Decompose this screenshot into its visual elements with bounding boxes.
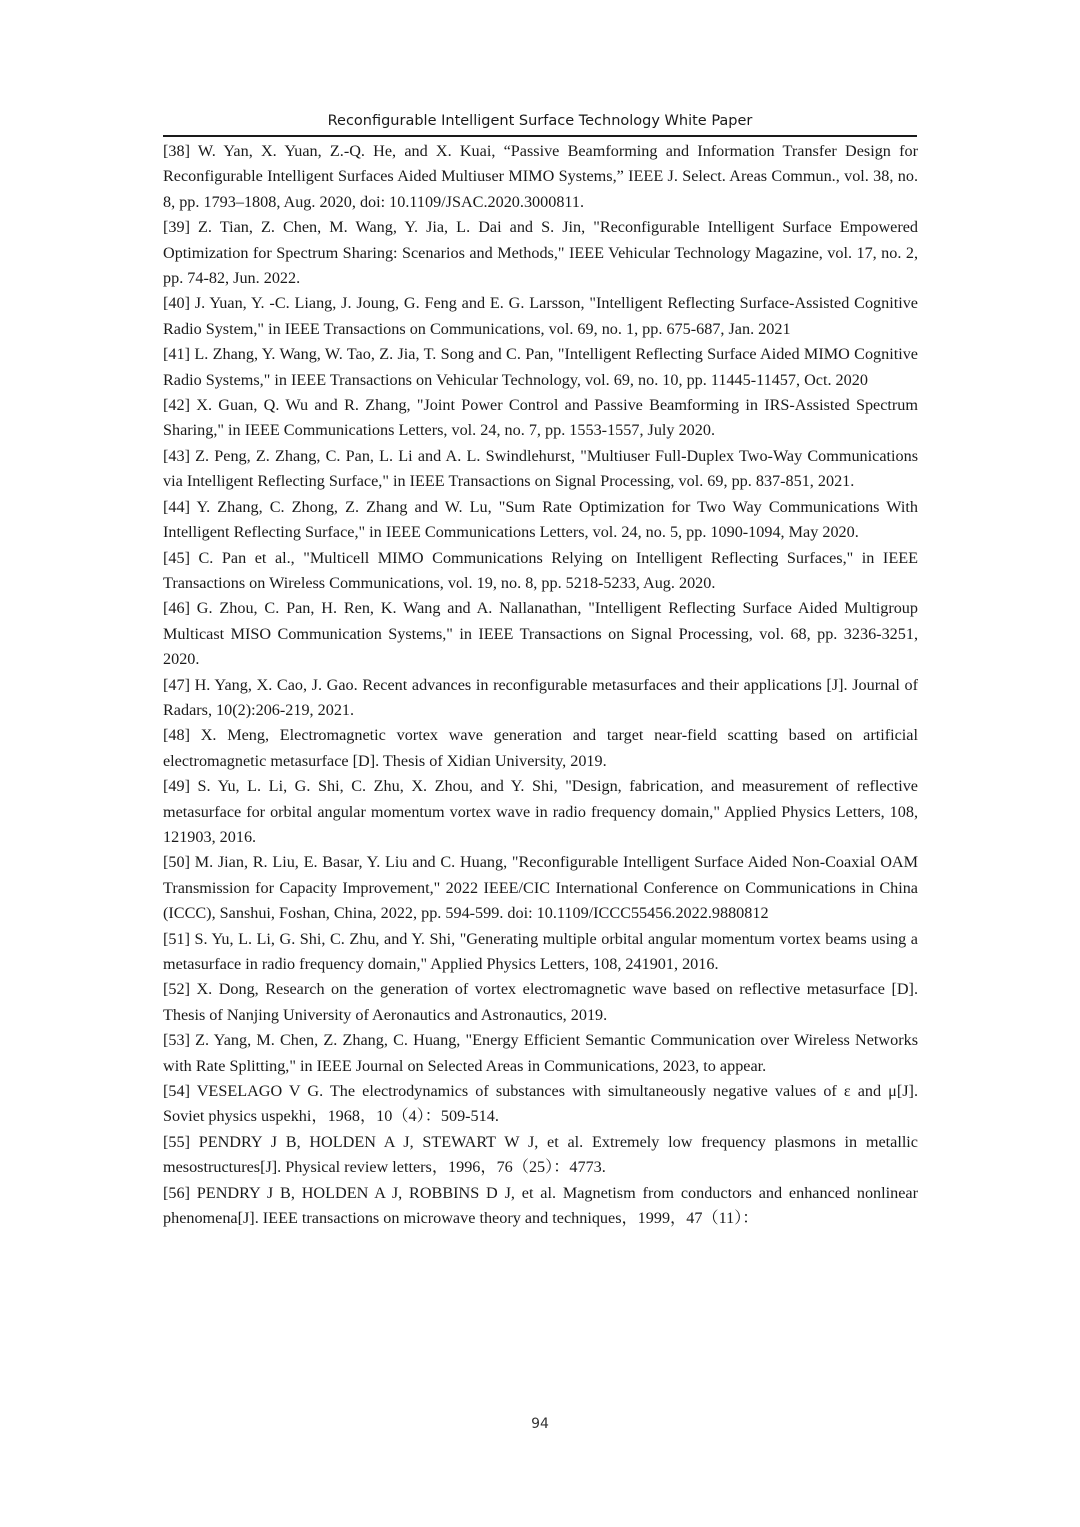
reference-49: [49] S. Yu, L. Li, G. Shi, C. Zhu, X. Zhou, and Y. Shi, "Design, fabrication, and measurement of reflective metasurface for orbital angular momentum vortex wave in radio frequency domain," Applied Physics Letters, 108, 121903, 2016. bbox=[163, 777, 918, 846]
reference-50: [50] M. Jian, R. Liu, E. Basar, Y. Liu and C. Huang, "Reconfigurable Intelligent Surface Aided Non-Coaxial OAM Transmission for Capacity Improvement," 2022 IEEE/CIC International Conference on Communications in China (ICCC), Sanshui, Foshan, China, 2022, pp. 594-599. doi: 10.1109/ICCC55456.2022.9880812 bbox=[163, 853, 918, 923]
reference-52: [52] X. Dong, Research on the generation of vortex electromagnetic wave based on reflective metasurface [D]. Thesis of Nanjing University of Aeronautics and Astronautics, 2019. bbox=[163, 980, 918, 1024]
reference-41: [41] L. Zhang, Y. Wang, W. Tao, Z. Jia, T. Song and C. Pan, "Intelligent Reflecting Surface Aided MIMO Cognitive Radio Systems," in IEEE Transactions on Vehicular Technology, vol. 69, no. 10, pp. 11445-11457, Oct. 2020 bbox=[163, 345, 918, 389]
reference-40: [40] J. Yuan, Y. -C. Liang, J. Joung, G. Feng and E. G. Larsson, "Intelligent Reflecting Surface-Assisted Cognitive Radio System," in IEEE Transactions on Communications, vol. 69, no. 1, pp. 675-687, Jan. 2021 bbox=[163, 294, 918, 338]
reference-45: [45] C. Pan et al., "Multicell MIMO Communications Relying on Intelligent Reflecting Surfaces," in IEEE Transactions on Wireless Communications, vol. 19, no. 8, pp. 5218-5233, Aug. 2020. bbox=[163, 548, 918, 592]
reference-53: [53] Z. Yang, M. Chen, Z. Zhang, C. Huang, "Energy Efficient Semantic Communication over Wireless Networks with Rate Splitting," in IEEE Journal on Selected Areas in Communications, 2023, to appear. bbox=[163, 1031, 918, 1075]
reference-54: [54] VESELAGO V G. The electrodynamics of substances with simultaneously negative values of ε and μ[J]. Soviet physics uspekhi，1968，10（4）：509-514. bbox=[163, 1082, 918, 1126]
reference-43: [43] Z. Peng, Z. Zhang, C. Pan, L. Li and A. L. Swindlehurst, "Multiuser Full-Duplex Two-Way Communications via Intelligent Reflecting Surface," in IEEE Transactions on Signal Processing, vol. 69, pp. 837-851, 2021. bbox=[163, 446, 918, 491]
reference-46: [46] G. Zhou, C. Pan, H. Ren, K. Wang and A. Nallanathan, "Intelligent Reflecting Surface Aided Multigroup Multicast MISO Communication Systems," in IEEE Transactions on Signal Processing, vol. 68, pp. 3236-3251, 2020. bbox=[163, 599, 918, 669]
reference-47: [47] H. Yang, X. Cao, J. Gao. Recent advances in reconfigurable metasurfaces and their applications [J]. Journal of Radars, 10(2):206-219, 2021. bbox=[163, 675, 918, 719]
page-number: 94 bbox=[531, 1416, 549, 1432]
reference-56: [56] PENDRY J B, HOLDEN A J, ROBBINS D J, et al. Magnetism from conductors and enhanced nonlinear phenomena[J]. IEEE transactions on microwave theory and techniques，1999，47（11）： bbox=[163, 1183, 918, 1228]
page-header: Reconfigurable Intelligent Surface Technology White Paper bbox=[163, 108, 917, 137]
reference-44: [44] Y. Zhang, C. Zhong, Z. Zhang and W. Lu, "Sum Rate Optimization for Two Way Communications With Intelligent Reflecting Surface," in IEEE Communications Letters, vol. 24, no. 5, pp. 1090-1094, May 2020. bbox=[163, 497, 918, 542]
reference-51: [51] S. Yu, L. Li, G. Shi, C. Zhu, and Y. Shi, "Generating multiple orbital angular momentum vortex beams using a metasurface in radio frequency domain," Applied Physics Letters, 108, 241901, 2016. bbox=[163, 929, 918, 973]
reference-39: [39] Z. Tian, Z. Chen, M. Wang, Y. Jia, L. Dai and S. Jin, "Reconfigurable Intelligent Surface Empowered Optimization for Spectrum Sharing: Scenarios and Methods," IEEE Vehicular Technology Magazine, vol. 17, no. 2, pp. 74-82, Jun. 2022. bbox=[163, 218, 918, 288]
reference-38: [38] W. Yan, X. Yuan, Z.-Q. He, and X. Kuai, “Passive Beamforming and Information Transfer Design for Reconfigurable Intelligent Surfaces Aided Multiuser MIMO Systems,” IEEE J. Select. Areas Commun., vol. 38, no. 8, pp. 1793–1808, Aug. 2020, doi: 10.1109/JSAC.2020.3000811. bbox=[163, 142, 918, 211]
reference-48: [48] X. Meng, Electromagnetic vortex wave generation and target near-field scatting based on artificial electromagnetic metasurface [D]. Thesis of Xidian University, 2019. bbox=[163, 726, 918, 770]
reference-55: [55] PENDRY J B, HOLDEN A J, STEWART W J, et al. Extremely low frequency plasmons in metallic mesostructures[J]. Physical review letters，1996，76（25）：4773. bbox=[163, 1132, 918, 1177]
reference-list bbox=[163, 139, 918, 1231]
reference-42: [42] X. Guan, Q. Wu and R. Zhang, "Joint Power Control and Passive Beamforming in IRS-Assisted Spectrum Sharing," in IEEE Communications Letters, vol. 24, no. 7, pp. 1553-1557, July 2020. bbox=[163, 396, 918, 440]
